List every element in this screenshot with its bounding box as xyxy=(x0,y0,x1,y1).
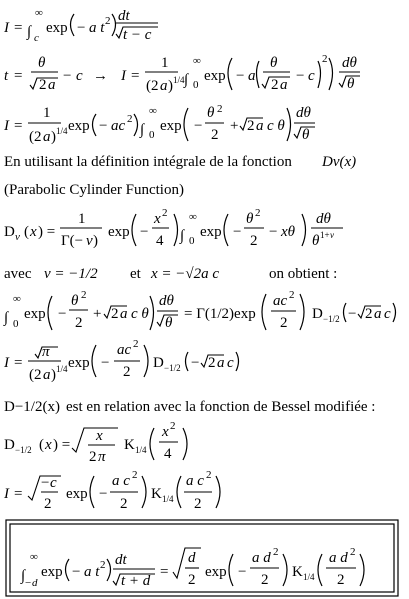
svg-text:(: ( xyxy=(39,437,44,453)
svg-text:−: − xyxy=(72,564,81,580)
svg-text:2: 2 xyxy=(123,364,131,380)
equation-7 xyxy=(4,420,187,465)
svg-text:a: a xyxy=(120,306,128,322)
svg-text:1/4: 1/4 xyxy=(173,75,185,85)
svg-text:−: − xyxy=(101,355,110,371)
svg-text:2: 2 xyxy=(337,572,345,588)
svg-text:2: 2 xyxy=(289,289,295,301)
svg-text:0: 0 xyxy=(13,318,19,330)
conditions-line xyxy=(4,266,337,282)
svg-text:1: 1 xyxy=(43,105,51,121)
svg-text:−: − xyxy=(191,355,200,371)
svg-text:=: = xyxy=(14,118,23,134)
svg-text:1/4: 1/4 xyxy=(303,572,315,582)
intro-text-line-1: En utilisant la définition intégrale de la fonction xyxy=(4,154,292,170)
conditions-nu: ν = −1/2 xyxy=(44,266,98,282)
svg-text:I: I xyxy=(121,68,126,84)
svg-text:ν: ν xyxy=(86,233,93,249)
svg-text:2: 2 xyxy=(255,207,261,219)
svg-text:a t: a t xyxy=(89,20,105,36)
svg-text:1/4: 1/4 xyxy=(135,445,147,455)
svg-text:t + d: t + d xyxy=(121,573,151,589)
svg-text:∫: ∫ xyxy=(180,228,185,244)
svg-text:∫: ∫ xyxy=(184,72,189,88)
svg-text:d: d xyxy=(188,550,196,566)
svg-text:): ) xyxy=(51,129,56,145)
svg-text:2: 2 xyxy=(188,572,196,588)
svg-text:Γ(−: Γ(− xyxy=(61,233,84,249)
svg-text:d: d xyxy=(32,577,38,589)
svg-text:K: K xyxy=(292,564,303,580)
svg-text:−: − xyxy=(63,68,72,84)
svg-text:0: 0 xyxy=(189,235,195,247)
svg-text:a: a xyxy=(48,77,56,93)
svg-text:1/4: 1/4 xyxy=(56,126,68,136)
svg-text:t: t xyxy=(4,68,9,84)
svg-text:2: 2 xyxy=(100,559,106,571)
svg-text:dθ: dθ xyxy=(159,293,174,309)
svg-text:θ: θ xyxy=(207,105,215,121)
svg-text:−: − xyxy=(58,306,67,322)
conditions-suffix: on obtient : xyxy=(269,266,338,282)
svg-text:x: x xyxy=(96,428,103,444)
svg-text:x: x xyxy=(154,211,161,227)
svg-text:exp: exp xyxy=(41,564,63,580)
svg-text:−: − xyxy=(25,577,32,589)
svg-text:θ: θ xyxy=(71,293,79,309)
svg-text:): ) xyxy=(93,233,98,249)
svg-text:−1/2: −1/2 xyxy=(15,445,32,455)
svg-text:c: c xyxy=(50,475,57,491)
svg-text:dθ: dθ xyxy=(342,55,357,71)
svg-text:−: − xyxy=(99,118,108,134)
svg-text:exp: exp xyxy=(205,564,227,580)
svg-text:∞: ∞ xyxy=(30,551,38,563)
svg-text:dθ: dθ xyxy=(296,105,311,121)
equation-3 xyxy=(3,103,315,145)
equation-8 xyxy=(3,469,220,512)
svg-text:c: c xyxy=(34,32,39,44)
svg-text:−: − xyxy=(348,306,357,322)
svg-text:∞: ∞ xyxy=(193,55,201,67)
svg-text:exp: exp xyxy=(66,486,88,502)
relation-text: est en relation avec la fonction de Bessel modifiée : xyxy=(66,399,376,415)
svg-text:a: a xyxy=(374,306,382,322)
svg-text:−1/2: −1/2 xyxy=(323,314,340,324)
svg-text:a c: a c xyxy=(112,473,130,489)
svg-text:exp: exp xyxy=(24,306,46,322)
svg-text:exp: exp xyxy=(204,68,226,84)
svg-text:2: 2 xyxy=(75,315,83,331)
svg-text:=: = xyxy=(14,486,23,502)
equation-5 xyxy=(3,289,396,331)
svg-text:θ: θ xyxy=(165,315,173,331)
svg-text:ac: ac xyxy=(273,293,288,309)
svg-text:2: 2 xyxy=(280,315,288,331)
svg-text:ac: ac xyxy=(111,118,126,134)
svg-text:ν: ν xyxy=(15,231,20,243)
svg-text:θ: θ xyxy=(270,55,278,71)
svg-text:−: − xyxy=(194,118,203,134)
svg-text:π: π xyxy=(42,344,50,360)
svg-text:exp: exp xyxy=(160,118,182,134)
svg-text:−: − xyxy=(233,224,242,240)
svg-text:2: 2 xyxy=(208,355,216,371)
svg-text:) =: ) = xyxy=(38,224,56,240)
svg-text:D: D xyxy=(4,437,15,453)
equation-2 xyxy=(4,53,360,94)
svg-text:I: I xyxy=(4,486,9,502)
svg-text:π: π xyxy=(98,449,106,465)
svg-text:−: − xyxy=(269,224,278,240)
svg-text:4: 4 xyxy=(156,233,164,249)
svg-text:a d: a d xyxy=(252,550,271,566)
svg-text:= Γ(1/2)exp: = Γ(1/2)exp xyxy=(184,306,256,322)
svg-text:ac: ac xyxy=(117,342,132,358)
svg-text:K: K xyxy=(151,486,162,502)
svg-text:θ: θ xyxy=(312,233,320,249)
svg-text:4: 4 xyxy=(164,446,172,462)
svg-text:=: = xyxy=(14,355,23,371)
svg-text:I: I xyxy=(4,20,9,36)
svg-text:−1/2: −1/2 xyxy=(164,363,181,373)
svg-text:1: 1 xyxy=(161,55,169,71)
svg-text:a: a xyxy=(43,367,51,383)
svg-text:1/4: 1/4 xyxy=(56,364,68,374)
svg-text:−: − xyxy=(140,224,149,240)
svg-text:2: 2 xyxy=(261,572,269,588)
conditions-x: x = −√2a c xyxy=(151,266,220,282)
svg-text:1/4: 1/4 xyxy=(162,494,174,504)
svg-text:a c: a c xyxy=(186,473,204,489)
svg-text:x: x xyxy=(45,437,52,453)
svg-text:(2: (2 xyxy=(146,78,159,94)
svg-text:2: 2 xyxy=(133,338,139,350)
conditions-and: et xyxy=(130,266,141,282)
svg-text:∫: ∫ xyxy=(140,122,145,138)
svg-text:c: c xyxy=(308,68,315,84)
intro-text-line-2: (Parabolic Cylinder Function) xyxy=(4,182,184,198)
svg-text:2: 2 xyxy=(206,469,212,481)
conditions-prefix: avec xyxy=(4,266,32,282)
svg-text:I: I xyxy=(4,355,9,371)
svg-text:dt: dt xyxy=(118,8,130,24)
svg-text:(: ( xyxy=(24,224,29,240)
svg-text:ν: ν xyxy=(330,230,334,240)
svg-text:−: − xyxy=(41,475,50,491)
svg-text:2: 2 xyxy=(247,118,255,134)
svg-text:exp: exp xyxy=(68,355,90,371)
svg-text:a: a xyxy=(160,78,168,94)
svg-text:∞: ∞ xyxy=(189,211,197,223)
svg-text:∫: ∫ xyxy=(27,24,32,40)
equation-6 xyxy=(3,338,239,383)
svg-text:∞: ∞ xyxy=(149,105,157,117)
svg-text:xθ: xθ xyxy=(281,224,296,240)
svg-text:θ: θ xyxy=(302,127,310,143)
svg-text:exp: exp xyxy=(200,224,222,240)
svg-text:a: a xyxy=(43,129,51,145)
svg-text:c θ: c θ xyxy=(131,306,149,322)
svg-text:x: x xyxy=(30,224,37,240)
svg-text:θ: θ xyxy=(38,55,46,71)
svg-text:a d: a d xyxy=(329,550,348,566)
equation-1 xyxy=(3,7,158,44)
svg-text:2: 2 xyxy=(81,289,87,301)
svg-text:2: 2 xyxy=(250,233,258,249)
svg-text:2: 2 xyxy=(170,420,176,432)
svg-text:−: − xyxy=(99,486,108,502)
svg-text:−: − xyxy=(236,68,245,84)
svg-text:exp: exp xyxy=(68,118,90,134)
svg-text:D: D xyxy=(312,306,323,322)
svg-text:c: c xyxy=(384,306,391,322)
svg-text:2: 2 xyxy=(322,53,328,65)
svg-text:2: 2 xyxy=(162,207,168,219)
svg-text:a: a xyxy=(217,355,225,371)
svg-text:a t: a t xyxy=(84,564,100,580)
svg-text:c: c xyxy=(227,355,234,371)
svg-text:0: 0 xyxy=(149,129,155,141)
svg-text:K: K xyxy=(124,437,135,453)
svg-text:I: I xyxy=(4,118,9,134)
svg-text:a: a xyxy=(256,118,264,134)
svg-text:−: − xyxy=(296,68,305,84)
svg-text:1: 1 xyxy=(78,211,86,227)
svg-text:θ: θ xyxy=(246,211,254,227)
svg-text:2: 2 xyxy=(365,306,373,322)
svg-text:2: 2 xyxy=(211,127,219,143)
svg-text:x: x xyxy=(162,424,169,440)
svg-text:2: 2 xyxy=(350,546,356,558)
svg-text:2: 2 xyxy=(273,546,279,558)
relation-math: D−1/2(x) xyxy=(4,399,60,415)
svg-text:∫: ∫ xyxy=(4,310,9,326)
svg-text:exp: exp xyxy=(46,20,68,36)
svg-text:2: 2 xyxy=(44,496,52,512)
svg-text:t − c: t − c xyxy=(123,27,152,43)
svg-text:=: = xyxy=(131,68,140,84)
svg-text:2: 2 xyxy=(105,15,111,27)
svg-text:1+: 1+ xyxy=(320,230,330,240)
svg-text:2: 2 xyxy=(217,103,223,115)
svg-text:): ) xyxy=(51,367,56,383)
svg-text:2: 2 xyxy=(111,306,119,322)
svg-text:−: − xyxy=(77,20,86,36)
equation-4 xyxy=(4,207,343,249)
svg-text:(2: (2 xyxy=(29,129,42,145)
svg-text:−: − xyxy=(238,564,247,580)
boxed-result xyxy=(6,520,398,596)
svg-text:c θ: c θ xyxy=(267,118,285,134)
svg-text:=: = xyxy=(14,68,23,84)
svg-text:+: + xyxy=(230,118,239,134)
intro-text-line-1-math: Dν(x) xyxy=(322,154,357,170)
svg-text:+: + xyxy=(93,306,102,322)
svg-text:∞: ∞ xyxy=(13,293,21,305)
svg-text:=: = xyxy=(160,564,169,580)
svg-text:→: → xyxy=(93,68,108,84)
svg-text:dθ: dθ xyxy=(316,211,331,227)
svg-text:a: a xyxy=(248,68,256,84)
svg-text:2: 2 xyxy=(39,77,47,93)
svg-text:2: 2 xyxy=(89,449,97,465)
svg-text:2: 2 xyxy=(127,113,133,125)
svg-text:0: 0 xyxy=(193,79,199,91)
svg-text:∞: ∞ xyxy=(35,7,43,19)
svg-text:) =: ) = xyxy=(53,437,71,453)
relation-line xyxy=(4,399,375,415)
svg-text:2: 2 xyxy=(194,496,202,512)
svg-text:(2: (2 xyxy=(29,367,42,383)
svg-text:dt: dt xyxy=(115,552,127,568)
svg-text:=: = xyxy=(14,20,23,36)
svg-text:D: D xyxy=(153,355,164,371)
svg-text:exp: exp xyxy=(108,224,130,240)
svg-text:a: a xyxy=(280,77,288,93)
svg-text:θ: θ xyxy=(347,76,355,92)
svg-text:2: 2 xyxy=(271,77,279,93)
svg-text:c: c xyxy=(76,68,83,84)
svg-text:2: 2 xyxy=(132,469,138,481)
svg-text:∫: ∫ xyxy=(21,568,26,584)
svg-text:2: 2 xyxy=(120,496,128,512)
svg-text:D: D xyxy=(4,224,15,240)
svg-text:): ) xyxy=(168,78,173,94)
